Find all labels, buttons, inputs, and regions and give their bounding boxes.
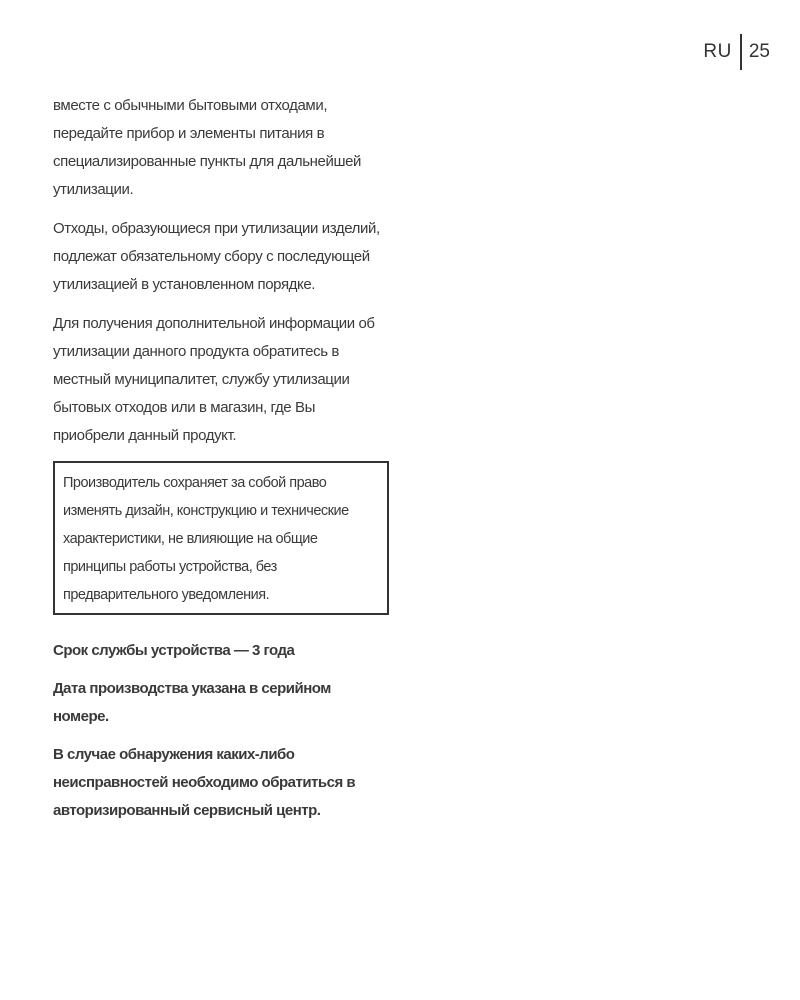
page-number: 25 bbox=[748, 41, 770, 62]
manufacturer-notice-box bbox=[53, 461, 389, 615]
disposal-paragraph: вместе с обычными бытовыми отходами, передайте прибор и элементы питания в специализированные пункты для дальнейшей утилизации. bbox=[53, 97, 362, 198]
service-life-note: Срок службы устройства — 3 года bbox=[53, 642, 295, 659]
additional-info-paragraph: Для получения дополнительной информации об утилизации данного продукта обратитесь в местный муниципалитет, службу утилизации бытовых отходов или в магазин, где Вы приобрели данный продукт. bbox=[53, 315, 375, 444]
waste-collection-paragraph: Отходы, образующиеся при утилизации изделий, подлежат обязательному сбору с последующей утилизацией в установленном порядке. bbox=[53, 220, 380, 293]
language-label: RU bbox=[703, 34, 741, 70]
page-header bbox=[703, 34, 770, 70]
page-content bbox=[53, 92, 389, 835]
manufacturer-notice-text: Производитель сохраняет за собой право изменять дизайн, конструкцию и технические характеристики, не влияющие на общие принципы работы устройства, без предварительного уведомления. bbox=[63, 475, 349, 603]
service-center-note: В случае обнаружения каких-либо неисправностей необходимо обратиться в авторизированный сервисный центр. bbox=[53, 746, 356, 819]
production-date-note: Дата производства указана в серийном номере. bbox=[53, 680, 331, 725]
